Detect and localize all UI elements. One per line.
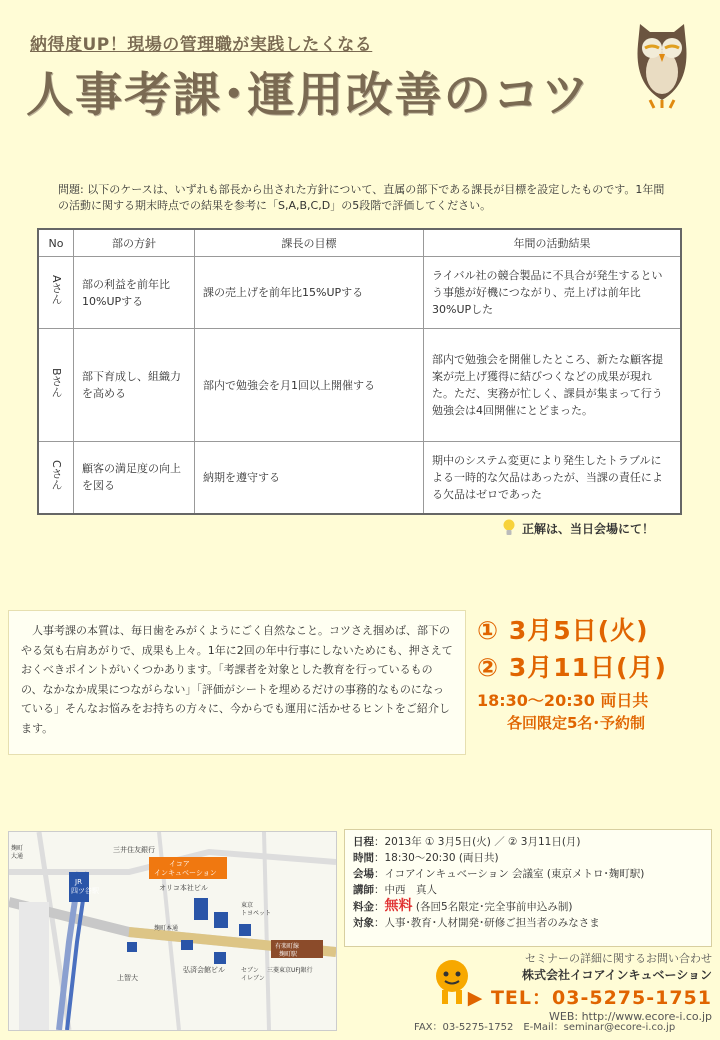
intro-box xyxy=(8,610,466,755)
row-result: 期中のシステム変更により発生したトラブルによる一時的な欠品はあったが、当課の責任による欠品はゼロであった xyxy=(424,442,682,514)
row-no: Cさん xyxy=(38,442,74,514)
map-label-mitsui: 三井住友銀行 xyxy=(113,846,155,854)
map-label-toyopet: 東京トヨペット xyxy=(241,902,272,917)
detail-date: 日程：2013年 ① 3月5日(火) ／ ② 3月11日(月) xyxy=(353,836,581,848)
map-label-kojimachi: 麹町大通 xyxy=(11,845,24,860)
dates-block xyxy=(477,612,667,734)
fax-email: FAX：03-5275-1752 E-Mail：seminar@ecore-i.co.jp xyxy=(414,1022,676,1033)
contact-block xyxy=(408,950,712,1023)
subtitle: 納得度UP！現場の管理職が実践したくなる xyxy=(30,35,373,55)
date-2: ② 3月11日(月) xyxy=(477,653,667,682)
limit-note: 各回限定5名･予約制 xyxy=(507,714,645,732)
table-row xyxy=(38,329,681,442)
answer-note xyxy=(502,519,654,537)
map-label-seven: セブンイレブン xyxy=(241,967,265,982)
row-result: 部内で勉強会を開催したところ、新たな顧客提案が売上げ獲得に結びつくなどの成果が現れた。ただ、実務が忙しく、課員が集まって行う勉強会は4回開催にとどまった。 xyxy=(424,329,682,442)
page-title: 人事考課･運用改善のコツ xyxy=(26,68,591,123)
cases-table xyxy=(37,228,682,515)
detail-venue: 会場：イコアインキュベーション 会議室 (東京メトロ･麹町駅) xyxy=(353,868,645,880)
row-policy: 顧客の満足度の向上を図る xyxy=(74,442,195,514)
access-map xyxy=(8,831,337,1031)
header-goal: 課長の目標 xyxy=(195,229,424,257)
row-goal: 納期を遵守する xyxy=(195,442,424,514)
row-policy: 部の利益を前年比10%UPする xyxy=(74,257,195,329)
web-link[interactable]: WEB: http://www.ecore-i.co.jp xyxy=(549,1010,712,1023)
table-row xyxy=(38,442,681,514)
detail-lecturer: 講師：中西 真人 xyxy=(353,884,437,896)
owl-icon xyxy=(632,14,692,110)
header-policy: 部の方針 xyxy=(74,229,195,257)
row-goal: 課の売上げを前年比15%UPする xyxy=(195,257,424,329)
inquiry-text: セミナーの詳細に関するお問い合わせ xyxy=(525,952,712,965)
detail-target: 対象：人事･教育･人材開発･研修ご担当者のみなさま xyxy=(353,917,600,929)
table-header-row xyxy=(38,229,681,257)
header-no: No xyxy=(38,229,74,257)
intro-text: 人事考課の本質は、毎日歯をみがくようにごく自然なこと。コツさえ掴めば、部下のやる気も右肩あがりで、成果も上々。1年に2回の年中行事にしないためにも、押さえておくべきポイントがいくつかあります。「考課者を対象とした教育を行っているものの、なかなか成果につながらない」「評価がシートを埋めるだけの事務的なものになっている」そんなお悩みをお持ちの方々に、今からでも運用に活かせるヒントをご紹介します。 xyxy=(21,624,453,735)
row-policy: 部下育成し、組織力を高める xyxy=(74,329,195,442)
phone-number[interactable]: ▶ TEL：03-5275-1751 xyxy=(467,987,712,1009)
table-row xyxy=(38,257,681,329)
row-goal: 部内で勉強会を月1回以上開催する xyxy=(195,329,424,442)
map-label-kojimachi-st: 麹町本通 xyxy=(154,925,179,932)
map-label-ecore: イコアインキュベーション xyxy=(154,860,217,877)
map-label-yurakucho: 有楽町線麹町駅 xyxy=(275,943,300,958)
row-no: Bさん xyxy=(38,329,74,442)
map-label-kobun: 弘済会館ビル xyxy=(183,966,225,974)
header-result: 年間の活動結果 xyxy=(424,229,682,257)
question-text: 問題: 以下のケースは、いずれも部長から出された方針について、直属の部下である課長が目標を設定したものです。1年間の活動に関する期末時点での結果を参考に「S,A,B,C,D」の5段階で評価してください。 xyxy=(58,183,665,212)
details-box xyxy=(344,829,712,947)
detail-fee: 料金：無料 (各回5名限定･完全事前申込み制) xyxy=(353,898,573,914)
answer-text: 正解は、当日会場にて！ xyxy=(522,521,655,536)
row-result: ライバル社の競合製品に不具合が発生するという事態が好機につながり、売上げは前年比30%UPした xyxy=(424,257,682,329)
map-label-sophia: 上智大 xyxy=(117,974,138,982)
map-label-jr: JR 四ツ谷駅 xyxy=(71,878,99,895)
time-range: 18:30～20:30 両日共 xyxy=(477,691,649,710)
map-label-mufg: 三菱東京UFJ銀行 xyxy=(267,967,313,974)
date-1: ① 3月5日(火) xyxy=(477,616,649,645)
lightbulb-icon xyxy=(502,519,516,537)
detail-time: 時間：18:30～20:30 (両日共) xyxy=(353,852,499,864)
row-no: Aさん xyxy=(38,257,74,329)
map-label-orikomoto: オリコ本社ビル xyxy=(159,884,208,892)
company-name: 株式会社イコアインキュベーション xyxy=(522,968,712,982)
